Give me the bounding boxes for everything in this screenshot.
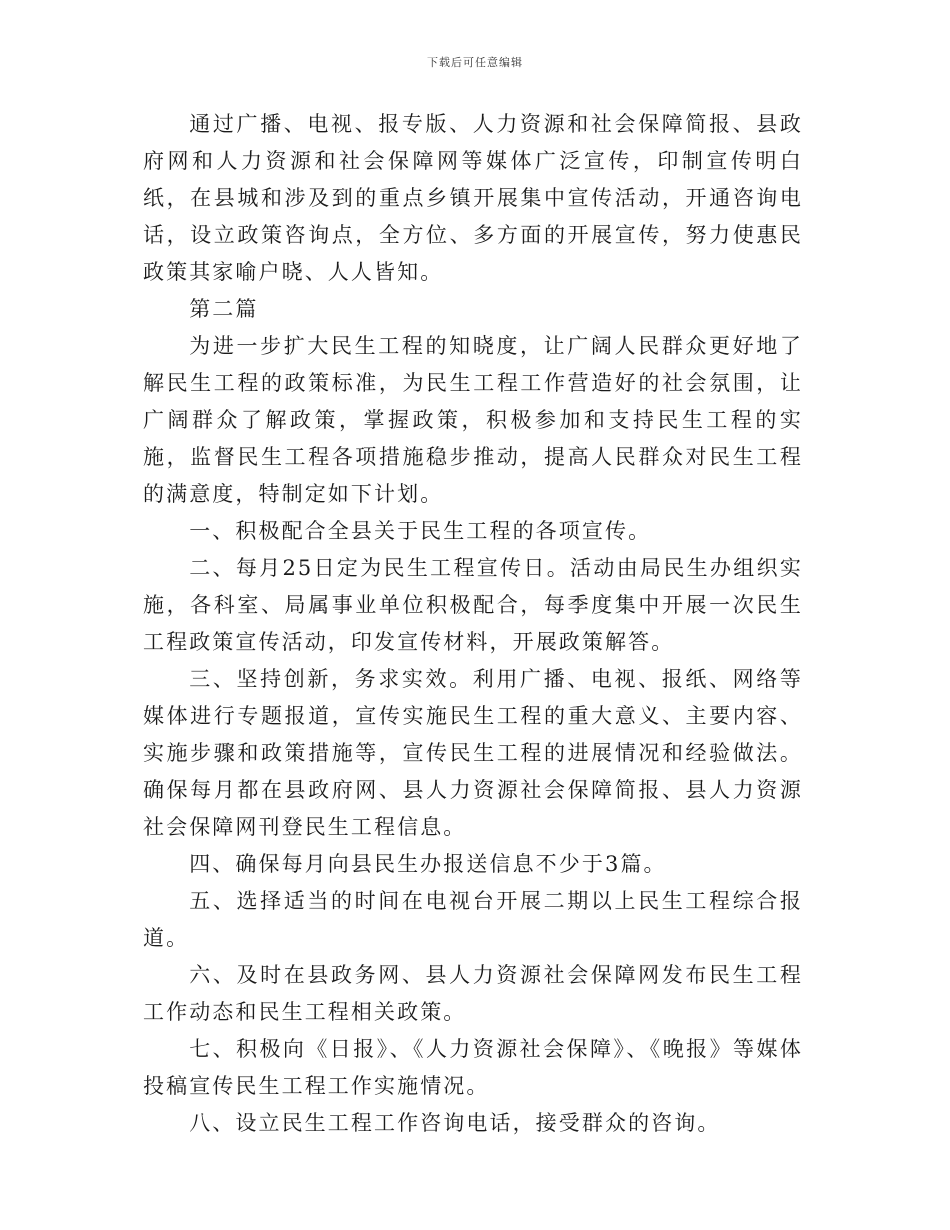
paragraph-plan-purpose: 为进一步扩大民生工程的知晓度，让广阔人民群众更好地了解民生工程的政策标准，为民生工程工作营造好的社会氛围，让广阔群众了解政策，掌握政策，积极参加和支持民生工程的实施，监督民生工程各项措施稳步推动，提高人民群众对民生工程的满意度，特制定如下计划。 [143,334,803,506]
page-header: 下载后可任意编辑 [427,56,523,69]
list-item-8: 八、设立民生工程工作咨询电话，接受群众的咨询。 [189,1111,721,1135]
list-item-5: 五、选择适当的时间在电视台开展二期以上民生工程综合报道。 [143,889,803,950]
list-item-4: 四、确保每月向县民生办报送信息不少于3篇。 [189,852,667,876]
list-item-3: 三、坚持创新，务求实效。利用广播、电视、报纸、网络等媒体进行专题报道，宣传实施民生工程的重大意义、主要内容、实施步骤和政策措施等，宣传民生工程的进展情况和经验做法。确保每月都在县政府网、县人力资源社会保障简报、县人力资源社会保障网刊登民生工程信息。 [143,667,803,839]
list-item-2: 二、每月25日定为民生工程宣传日。活动由局民生办组织实施，各科室、局属事业单位积极配合，每季度集中开展一次民生工程政策宣传活动，印发宣传材料，开展政策解答。 [143,556,803,654]
list-item-7: 七、积极向《日报》、《人力资源社会保障》、《晚报》等媒体投稿宣传民生工程工作实施情况。 [143,1037,803,1098]
list-item-1: 一、积极配合全县关于民生工程的各项宣传。 [189,519,652,543]
section-heading-part-two: 第二篇 [189,297,259,321]
list-item-6: 六、及时在县政务网、县人力资源社会保障网发布民生工程工作动态和民生工程相关政策。 [143,963,803,1024]
paragraph-intro-publicity: 通过广播、电视、报专版、人力资源和社会保障简报、县政府网和人力资源和社会保障网等媒体广泛宣传，印制宣传明白纸，在县城和涉及到的重点乡镇开展集中宣传活动，开通咨询电话，设立政策咨询点，全方位、多方面的开展宣传，努力使惠民政策其家喻户晓、人人皆知。 [143,112,803,284]
document-body [143,106,803,1142]
